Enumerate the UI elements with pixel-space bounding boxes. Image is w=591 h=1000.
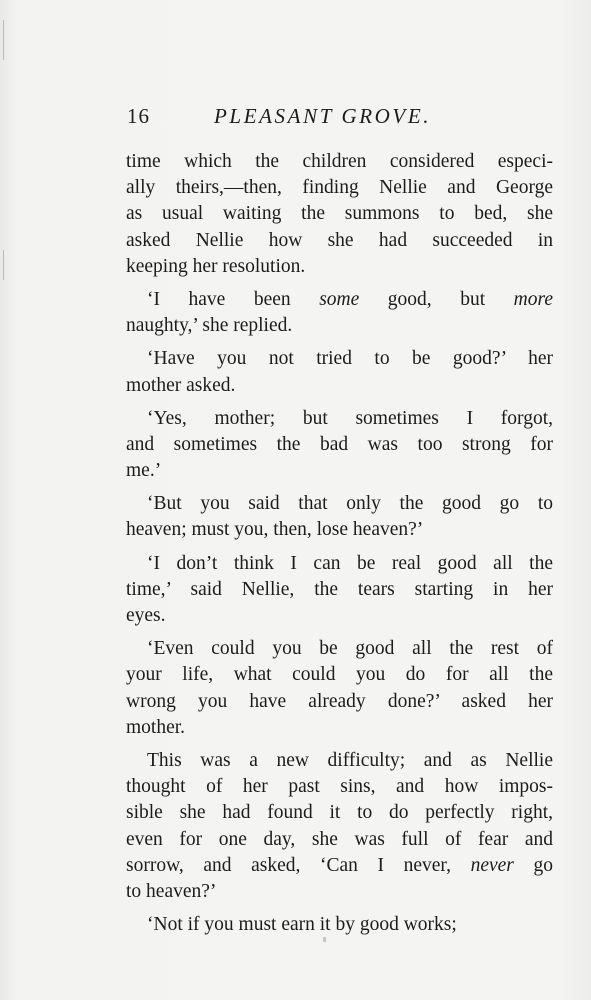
text-line: naughty,’ she replied. xyxy=(126,315,293,337)
paragraph xyxy=(126,406,553,485)
page-header xyxy=(127,104,557,134)
text-line: me.’ xyxy=(126,460,162,482)
running-title: PLEASANT GROVE. xyxy=(214,104,432,128)
text-line: eyes. xyxy=(126,605,166,626)
text-line: asked Nellie how she had succeeded in xyxy=(126,229,553,251)
paragraph xyxy=(126,748,553,905)
text-line: mother asked. xyxy=(126,374,236,396)
page-number: 16 xyxy=(127,104,150,128)
text-line: ally theirs,—then, finding Nellie and George xyxy=(126,177,553,199)
paragraph xyxy=(126,912,553,938)
page-edge-mark xyxy=(3,20,4,60)
text-line: as usual waiting the summons to bed, she xyxy=(126,203,553,225)
page-edge-mark xyxy=(3,250,4,280)
paragraph xyxy=(126,149,553,280)
text-line: keeping her resolution. xyxy=(126,255,306,277)
text-line: thought of her past sins, and how impos- xyxy=(126,776,553,798)
text-line: even for one day, she was full of fear and xyxy=(126,828,553,850)
text-line: This was a new difficulty; and as Nellie xyxy=(147,749,553,771)
text-line: and sometimes the bad was too strong for xyxy=(126,433,553,455)
text-line: ‘I don’t think I can be real good all the xyxy=(147,552,553,574)
text-line: your life, what could you do for all the xyxy=(126,664,553,686)
page-body-text xyxy=(126,149,553,945)
paragraph xyxy=(126,346,553,398)
text-line: sible she had found it to do perfectly right, xyxy=(126,802,553,824)
printer-mark xyxy=(323,937,326,942)
text-line: ‘Not if you must earn it by good works; xyxy=(147,914,457,936)
text-line: ‘Even could you be good all the rest of xyxy=(147,638,553,660)
paragraph xyxy=(126,287,553,339)
paragraph xyxy=(126,636,553,741)
text-line: to heaven?’ xyxy=(126,880,217,902)
text-line: ‘Yes, mother; but sometimes I forgot, xyxy=(147,407,553,429)
paragraph xyxy=(126,491,553,543)
paragraph xyxy=(126,551,553,630)
text-line: mother. xyxy=(126,716,186,738)
text-line: ‘I have been some good, but more xyxy=(147,288,553,310)
text-line: wrong you have already done?’ asked her xyxy=(126,690,553,712)
text-line: ‘But you said that only the good go to xyxy=(147,493,553,515)
text-line: ‘Have you not tried to be good?’ her xyxy=(147,348,553,370)
text-line: time which the children considered especi- xyxy=(126,151,553,172)
text-line: heaven; must you, then, lose heaven?’ xyxy=(126,519,424,541)
text-line: time,’ said Nellie, the tears starting in her xyxy=(126,578,553,600)
text-line: sorrow, and asked, ‘Can I never, never go xyxy=(126,854,554,876)
